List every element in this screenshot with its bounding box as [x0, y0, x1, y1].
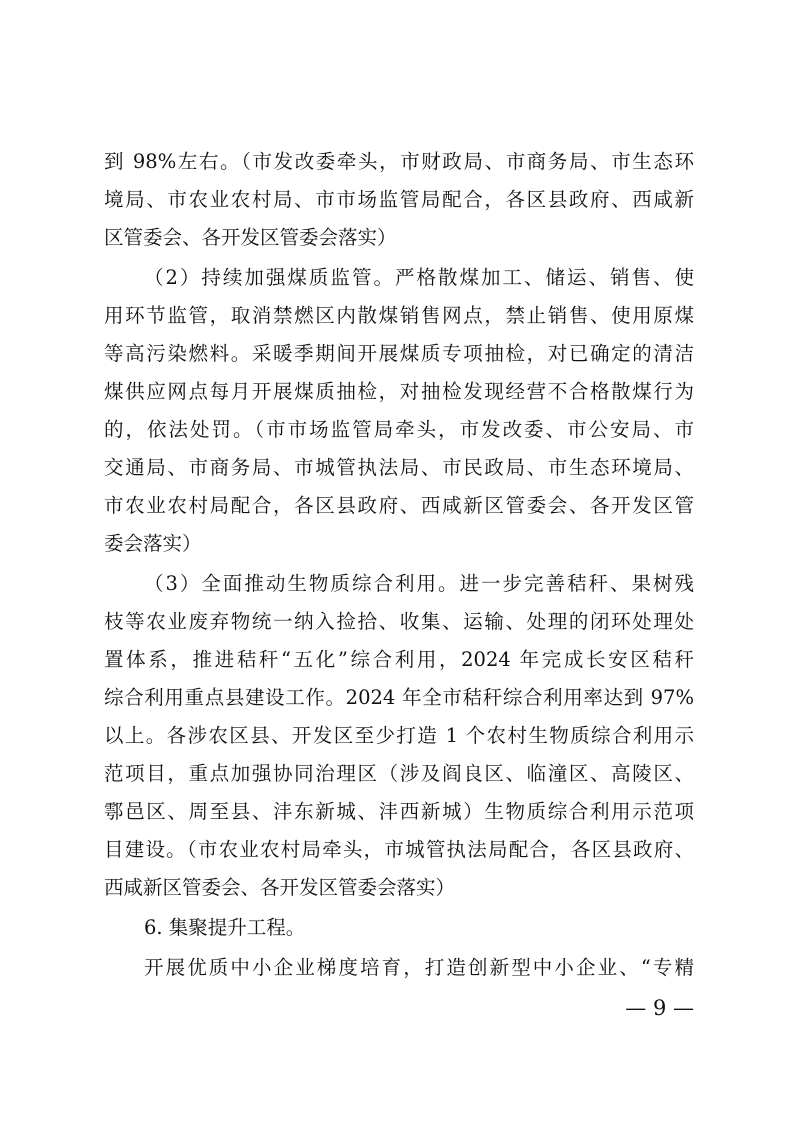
body-line-10: 市农业农村局配合，各区县政府、西咸新区管委会、各开发区管 — [104, 494, 694, 517]
body-line-20: 西咸新区管委会、各开发区管委会落实） — [104, 876, 456, 899]
section-6-heading: 6. 集聚提升工程。 — [144, 916, 306, 939]
body-line-7: 煤供应网点每月开展煤质抽检，对抽检发现经营不合格散煤行为 — [104, 380, 694, 403]
body-line-2: 境局、市农业农村局、市市场监管局配合，各区县政府、西咸新 — [104, 188, 694, 211]
body-line-5: 用环节监管，取消禁燃区内散煤销售网点，禁止销售、使用原煤 — [104, 304, 694, 327]
body-line-1: 到 98%左右。（市发改委牵头，市财政局、市商务局、市生态环 — [104, 150, 694, 173]
body-line-19: 目建设。（市农业农村局牵头，市城管执法局配合，各区县政府、 — [104, 838, 694, 861]
body-line-6: 等高污染燃料。采暖季期间开展煤质专项抽检，对已确定的清洁 — [104, 342, 694, 365]
body-line-14: 置体系，推进秸秆“五化”综合利用，2024 年完成长安区秸秆 — [104, 648, 694, 671]
body-line-9: 交通局、市商务局、市城管执法局、市民政局、市生态环境局、 — [104, 456, 694, 479]
body-line-3: 区管委会、各开发区管委会落实） — [104, 226, 397, 249]
body-line-16: 以上。各涉农区县、开发区至少打造 1 个农村生物质综合利用示 — [104, 724, 694, 747]
body-line-11: 委会落实） — [104, 532, 202, 555]
page-number: — 9 — — [625, 996, 694, 1020]
item-2-heading-line: （2）持续加强煤质监管。严格散煤加工、储运、销售、使 — [144, 266, 694, 289]
body-line-18: 鄠邑区、周至县、沣东新城、沣西新城）生物质综合利用示范项 — [104, 800, 694, 823]
item-3-heading-line: （3）全面推动生物质综合利用。进一步完善秸秆、果树残 — [144, 572, 694, 595]
body-line-13: 枝等农业废弃物统一纳入捡拾、收集、运输、处理的闭环处理处 — [104, 610, 694, 633]
body-line-17: 范项目，重点加强协同治理区（涉及阎良区、临潼区、高陵区、 — [104, 762, 694, 785]
body-line-15: 综合利用重点县建设工作。2024 年全市秸秆综合利用率达到 97% — [104, 686, 694, 709]
body-line-8: 的，依法处罚。（市市场监管局牵头，市发改委、市公安局、市 — [104, 418, 694, 441]
section-6-body-line: 开展优质中小企业梯度培育，打造创新型中小企业、“专精 — [144, 956, 694, 979]
